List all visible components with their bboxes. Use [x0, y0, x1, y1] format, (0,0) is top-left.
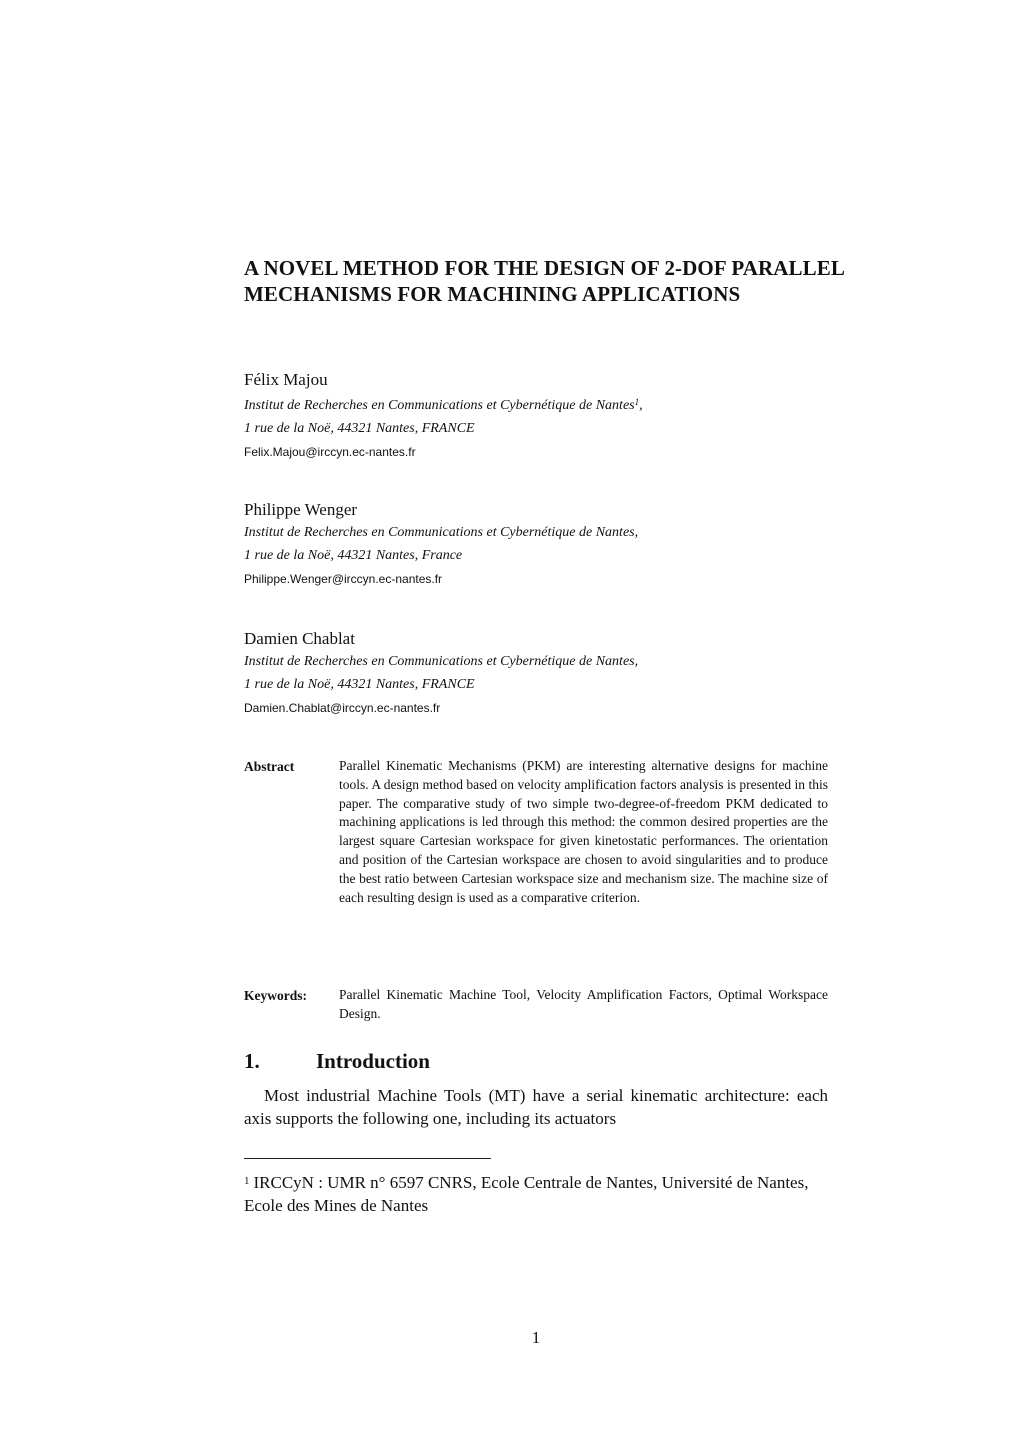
author-affiliation	[244, 391, 844, 417]
section-heading	[244, 1047, 430, 1075]
abstract-text: Parallel Kinematic Mechanisms (PKM) are interesting alternative designs for machine tools. A design method based on velocity amplification factors analysis is presented in this paper. The comparative study of two simple two-degree-of-freedom PKM dedicated to machining applications is led through this method: the common desired properties are the largest square Cartesian workspace for given kinetostatic performances. The orientation and position of the Cartesian workspace are chosen to avoid singularities and to produce the best ratio between Cartesian workspace size and mechanism size. The machine size of each resulting design is used as a comparative criterion.	[339, 758, 828, 905]
author-address: 1 rue de la Noë, 44321 Nantes, FRANCE	[244, 421, 475, 436]
footnote-rule	[244, 1158, 491, 1159]
footnote-mark: 1	[634, 397, 640, 407]
author-email: Damien.Chablat@irccyn.ec-nantes.fr	[244, 701, 441, 715]
abstract-label: Abstract	[244, 759, 295, 774]
keywords-text: Parallel Kinematic Machine Tool, Velocity Amplification Factors, Optimal Workspace Design.	[339, 987, 828, 1021]
section-number: 1.	[244, 1049, 260, 1073]
author-email: Philippe.Wenger@irccyn.ec-nantes.fr	[244, 572, 443, 586]
author-block	[244, 499, 844, 589]
author-name: Félix Majou	[244, 370, 328, 389]
section-title: Introduction	[316, 1049, 430, 1073]
page-number: 1	[531, 1328, 541, 1347]
author-block	[244, 628, 844, 718]
keywords-label: Keywords:	[244, 988, 307, 1003]
body-paragraph: Most industrial Machine Tools (MT) have a serial kinematic architecture: each axis supports the following one, including its actuators	[244, 1086, 828, 1128]
author-affiliation: Institut de Recherches en Communications et Cybernétique de Nantes,	[244, 525, 639, 540]
author-address: 1 rue de la Noë, 44321 Nantes, FRANCE	[244, 677, 475, 692]
paper-title: A NOVEL METHOD FOR THE DESIGN OF 2-DOF PARALLEL MECHANISMS FOR MACHINING APPLICATIONS	[244, 256, 844, 306]
author-address: 1 rue de la Noë, 44321 Nantes, France	[244, 548, 463, 563]
footnote-mark: 1	[244, 1175, 250, 1187]
author-name: Philippe Wenger	[244, 500, 358, 519]
footnote-text: IRCCyN : UMR n° 6597 CNRS, Ecole Centrale de Nantes, Université de Nantes, Ecole des Mines de Nantes	[244, 1173, 809, 1215]
author-email: Felix.Majou@irccyn.ec-nantes.fr	[244, 445, 416, 459]
affiliation-suffix: ,	[639, 398, 643, 413]
author-affiliation: Institut de Recherches en Communications et Cybernétique de Nantes,	[244, 654, 639, 669]
author-block	[244, 369, 844, 462]
footnote	[244, 1170, 828, 1217]
affiliation-line: Institut de Recherches en Communications et Cybernétique de Nantes	[244, 398, 635, 413]
author-name: Damien Chablat	[244, 629, 355, 648]
